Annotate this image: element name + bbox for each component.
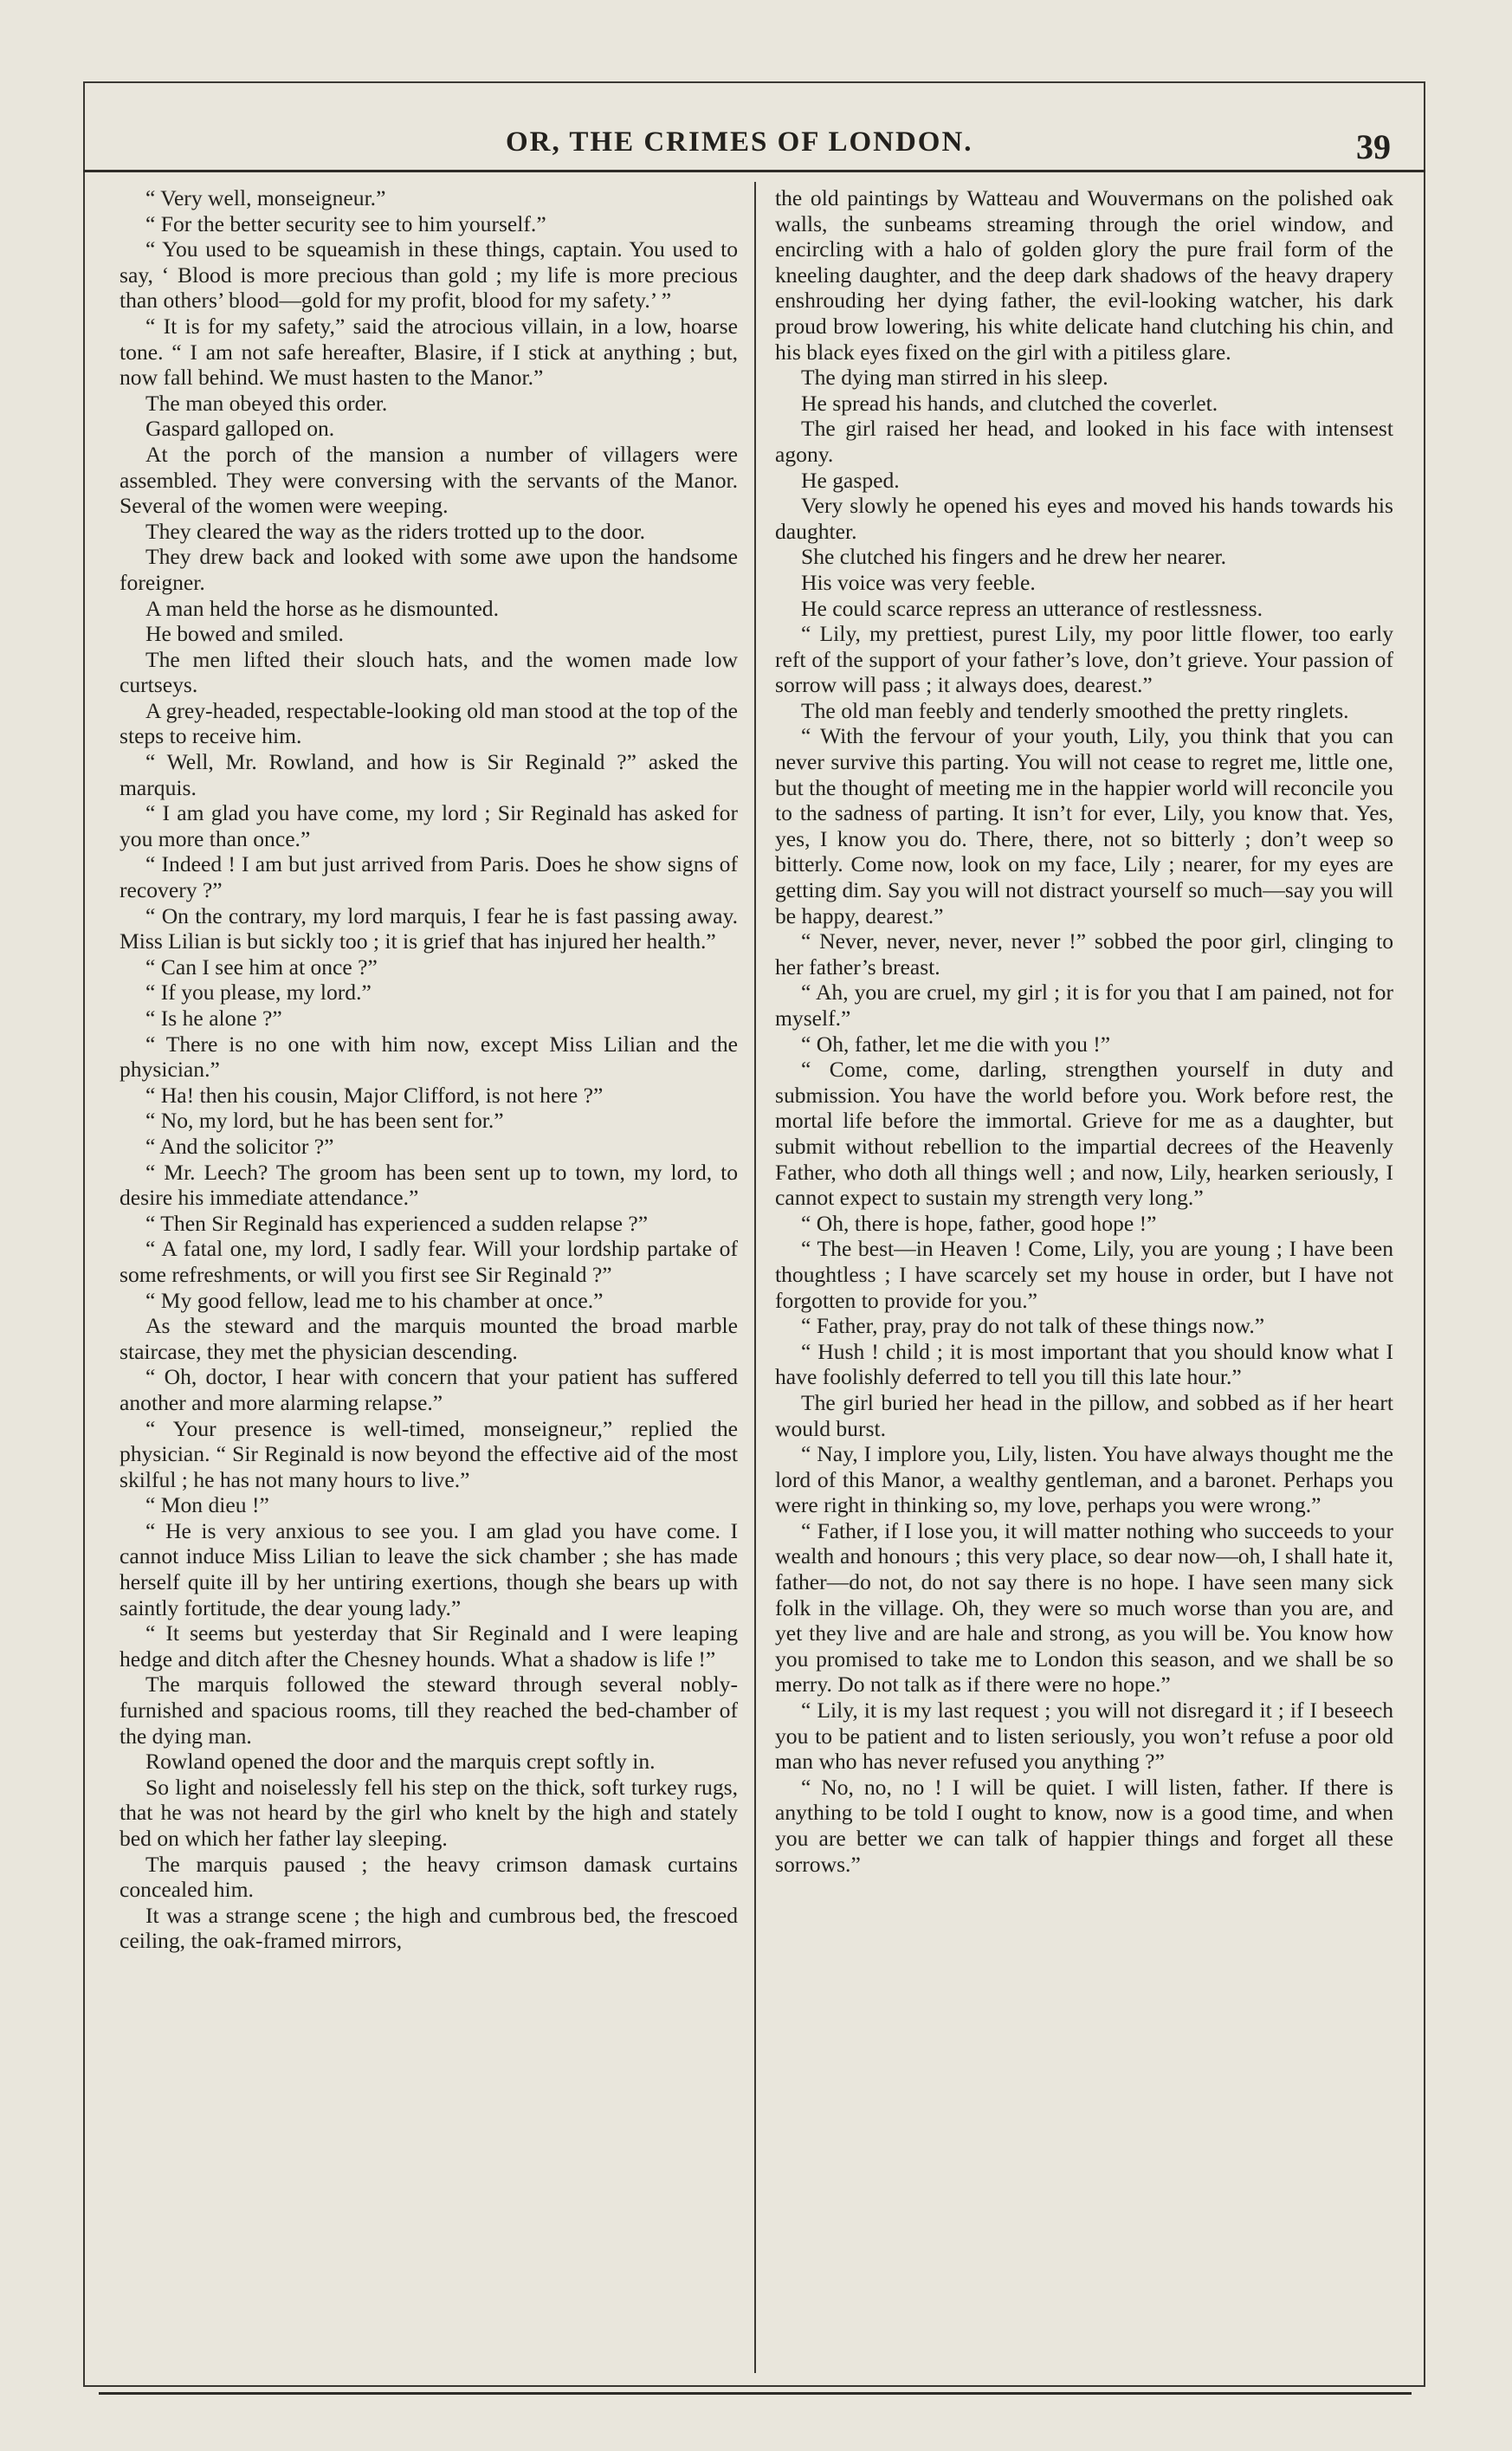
paragraph: The dying man stirred in his sleep. <box>801 365 1108 391</box>
paragraph: “ Come, come, darling, strengthen yourself in duty and submission. You have the world before you. Work before rest, the mortal life before the immortal. Grieve for me as a daughter, but submit without rebellion to the impartial decrees of the Heavenly Father, who doth all things well ; and now, Lily, hearken seriously, I cannot expect to sustain my strength very long.” <box>775 1057 1393 1211</box>
paragraph: “ And the solicitor ?” <box>145 1133 334 1159</box>
paragraph: “ Ah, you are cruel, my girl ; it is for you that I am pained, not for myself.” <box>775 980 1393 1031</box>
paragraph: “ Father, if I lose you, it will matter nothing who succeeds to your wealth and honours ; this very place, so dear now—oh, I shall hate it, father—do not, do not say there is no hope. I have seen many sick folk in the village. Oh, they were so much worse than you are, and yet they live and are hale and strong, as you will be. You know how you promised to take me to London this season, and we shall be so merry. Do not talk as if there were no hope.” <box>775 1517 1393 1698</box>
paragraph: His voice was very feeble. <box>801 569 1036 595</box>
paragraph: “ Lily, my prettiest, purest Lily, my poor little flower, too early reft of the support of your father’s love, don’t grieve. Your passion of sorrow will pass ; it always does, dearest.” <box>775 621 1393 698</box>
paragraph: “ Hush ! child ; it is most important that you should know what I have foolishly deferred to tell you till this late hour.” <box>775 1338 1393 1390</box>
paragraph: He gasped. <box>801 467 900 493</box>
paragraph: The man obeyed this order. <box>145 390 388 416</box>
paragraph: “ It seems but yesterday that Sir Reginald and I were leaping hedge and ditch after the Chesney hounds. What a shadow is life !” <box>120 1620 738 1672</box>
paragraph: They drew back and looked with some awe upon the handsome foreigner. <box>120 544 738 595</box>
page-number: 39 <box>1356 127 1391 166</box>
paragraph: “ Your presence is well-timed, monseigneur,” replied the physician. “ Sir Reginald is now beyond the effective aid of the most skilful ; he has not many hours to live.” <box>120 1415 738 1492</box>
paragraph: The old man feebly and tenderly smoothed the pretty ringlets. <box>801 697 1349 723</box>
paragraph: “ Can I see him at once ?” <box>145 954 378 980</box>
paragraph: “ He is very anxious to see you. I am glad you have come. I cannot induce Miss Lilian to leave the sick chamber ; she has made herself quite ill by her untiring exertions, though she bears up with saintly fortitude, the dear young lady.” <box>120 1517 738 1620</box>
paragraph: He bowed and smiled. <box>145 621 344 647</box>
paragraph: A grey-headed, respectable-looking old man stood at the top of the steps to receive him. <box>120 697 738 749</box>
paragraph: “ Nay, I implore you, Lily, listen. You have always thought me the lord of this Manor, a wealthy gentleman, and a baronet. Perhaps you were right in thinking so, my love, perhaps you were wrong.” <box>775 1441 1393 1518</box>
paragraph: “ I am glad you have come, my lord ; Sir Reginald has asked for you more than once.” <box>120 800 738 851</box>
paragraph: “ Indeed ! I am but just arrived from Paris. Does he show signs of recovery ?” <box>120 851 738 903</box>
paragraph: “ The best—in Heaven ! Come, Lily, you are young ; I have been thoughtless ; I have scarcely set my house in order, but I have not forgotten to provide for you.” <box>775 1236 1393 1313</box>
paragraph: Very slowly he opened his eyes and moved his hands towards his daughter. <box>775 493 1393 544</box>
running-title: OR, THE CRIMES OF LONDON. <box>506 126 973 158</box>
paragraph: “ With the fervour of your youth, Lily, you think that you can never survive this parting. You will not cease to regret me, little one, but the thought of meeting me in the happier world will reconcile you to the sadness of parting. It isn’t for ever, Lily, you know that. Yes, yes, I know you do. There, there, not so bitterly ; don’t weep so bitterly. Come now, look on my face, Lily ; nearer, for my eyes are getting dim. Say you will not distract yourself so much—say you will be happy, dearest.” <box>775 723 1393 928</box>
paragraph: the old paintings by Watteau and Wouvermans on the polished oak walls, the sunbeams streaming through the oriel window, and encircling with a halo of golden glory the pure frail form of the kneeling daughter, and the deep dark shadows of the heavy drapery enshrouding her dying father, the evil-looking watcher, his dark proud brow lowering, his white delicate hand clutching his chin, and his black eyes fixed on the girl with a pitiless glare. <box>775 185 1393 365</box>
paragraph: “ For the better security see to him yourself.” <box>145 210 546 236</box>
paragraph: Gaspard galloped on. <box>145 416 335 442</box>
paragraph: He could scarce repress an utterance of restlessness. <box>801 595 1263 621</box>
paragraph: “ There is no one with him now, except Miss Lilian and the physician.” <box>120 1031 738 1083</box>
paragraph: As the steward and the marquis mounted the broad marble staircase, they met the physician descending. <box>120 1313 738 1364</box>
footer-rule <box>99 2392 1412 2395</box>
paragraph: He spread his hands, and clutched the coverlet. <box>801 390 1218 416</box>
paragraph: “ Mr. Leech? The groom has been sent up to town, my lord, to desire his immediate attendance.” <box>120 1159 738 1211</box>
paragraph: “ Is he alone ?” <box>145 1006 282 1031</box>
paragraph: They cleared the way as the riders trotted up to the door. <box>145 518 646 544</box>
paragraph: The marquis followed the steward through several nobly-furnished and spacious rooms, till they reached the bed-chamber of the dying man. <box>120 1672 738 1749</box>
paragraph: So light and noiselessly fell his step on the thick, soft turkey rugs, that he was not heard by the girl who knelt by the high and stately bed on which her father lay sleeping. <box>120 1774 738 1851</box>
paragraph: “ Well, Mr. Rowland, and how is Sir Reginald ?” asked the marquis. <box>120 749 738 800</box>
paragraph: “ It is for my safety,” said the atrocious villain, in a low, hoarse tone. “ I am not safe hereafter, Blasire, if I stick at anything ; but, now fall behind. We must hasten to the Manor.” <box>120 313 738 391</box>
paragraph: The men lifted their slouch hats, and the women made low curtseys. <box>120 646 738 698</box>
paragraph: “ Lily, it is my last request ; you will not disregard it ; if I beseech you to be patient and to listen seriously, you won’t refuse a poor old man who has never refused you anything ?” <box>775 1698 1393 1775</box>
paragraph: “ Oh, there is hope, father, good hope !” <box>801 1210 1157 1236</box>
paragraph: The girl buried her head in the pillow, and sobbed as if her heart would burst. <box>775 1389 1393 1441</box>
paragraph: “ On the contrary, my lord marquis, I fear he is fast passing away. Miss Lilian is but sickly too ; it is grief that has injured her health.” <box>120 902 738 954</box>
paragraph: “ If you please, my lord.” <box>145 980 372 1006</box>
left-column <box>120 185 738 1954</box>
paragraph: “ No, my lord, but he has been sent for.” <box>145 1108 504 1134</box>
paragraph: “ Oh, doctor, I hear with concern that your patient has suffered another and more alarming relapse.” <box>120 1364 738 1415</box>
paragraph: A man held the horse as he dismounted. <box>145 595 499 621</box>
paragraph: At the porch of the mansion a number of villagers were assembled. They were conversing with the servants of the Manor. Several of the women were weeping. <box>120 441 738 519</box>
paragraph: “ Oh, father, let me die with you !” <box>801 1031 1111 1057</box>
paragraph: The girl raised her head, and looked in his face with intensest agony. <box>775 416 1393 467</box>
paragraph: “ A fatal one, my lord, I sadly fear. Will your lordship partake of some refreshments, or will you first see Sir Reginald ?” <box>120 1236 738 1287</box>
paragraph: “ My good fellow, lead me to his chamber at once.” <box>145 1287 604 1313</box>
paragraph: “ Father, pray, pray do not talk of these things now.” <box>801 1313 1265 1339</box>
paragraph: The marquis paused ; the heavy crimson damask curtains concealed him. <box>120 1851 738 1903</box>
header-rule <box>83 170 1425 172</box>
paragraph: “ No, no, no ! I will be quiet. I will listen, father. If there is anything to be told I ought to know, now is a good time, and when you are better we can talk of happier things and forget all these sorrows.” <box>775 1774 1393 1877</box>
paragraph: “ Then Sir Reginald has experienced a sudden relapse ?” <box>145 1210 649 1236</box>
paragraph: “ Ha! then his cousin, Major Clifford, is not here ?” <box>145 1082 604 1108</box>
right-column <box>775 185 1393 1877</box>
paragraph: “ Never, never, never, never !” sobbed the poor girl, clinging to her father’s breast. <box>775 928 1393 980</box>
paragraph: “ Mon dieu !” <box>145 1492 269 1518</box>
paragraph: Rowland opened the door and the marquis crept softly in. <box>145 1749 656 1775</box>
paragraph: It was a strange scene ; the high and cumbrous bed, the frescoed ceiling, the oak-framed mirrors, <box>120 1902 738 1954</box>
column-divider <box>754 182 756 2373</box>
paragraph: “ You used to be squeamish in these things, captain. You used to say, ‘ Blood is more precious than gold ; my life is more precious than others’ blood—gold for my profit, blood for my safety.’ ” <box>120 236 738 314</box>
paragraph: She clutched his fingers and he drew her nearer. <box>801 544 1227 570</box>
paragraph: “ Very well, monseigneur.” <box>145 185 386 210</box>
